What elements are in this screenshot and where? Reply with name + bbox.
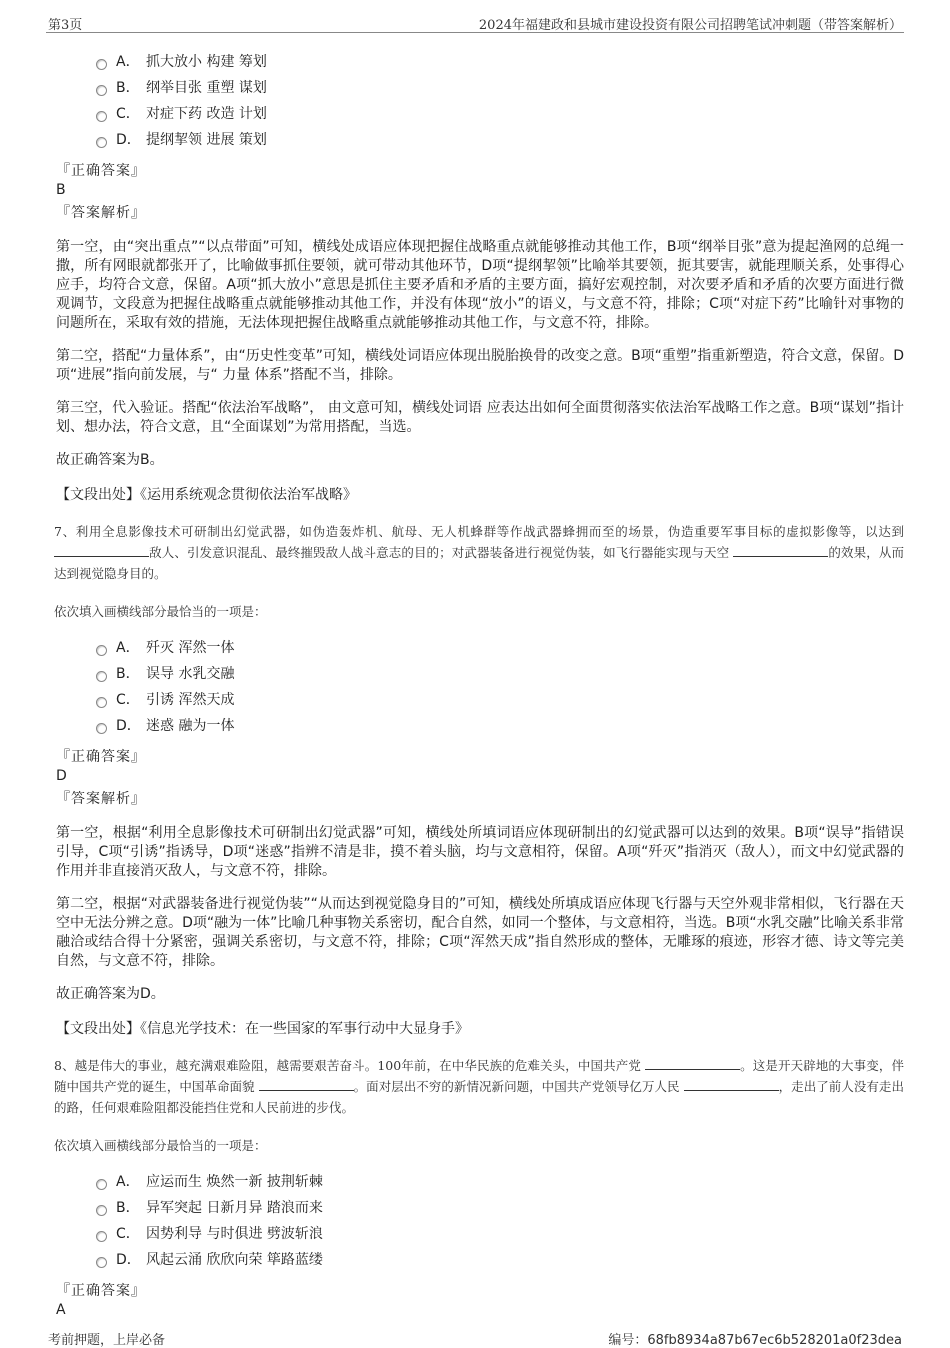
q6-analysis-1: 第一空，由“突出重点”“以点带面”可知，横线处成语应体现把握住战略重点就能够推动其他工作，B项“纲举目张”意为提起渔网的总绳一撒，所有网眼就都张开了，比喻做事抓住要领，就可带动其他环节，D项“提纲挈领”比喻举其要领，扼其要害，就能理顺关系，处事得心应手，均符合文意，保留。A项“抓大放小”意思是抓住主要矛盾和矛盾的主要方面，搞好宏观控制，对次要矛盾和矛盾的次要方面进行微观调节，文段意为把握住战略重点就能够推动其他工作，并没有体现“放小”的语义，与文意不符，排除；C项“对症下药”比喻针对事物的问题所在，采取有效的措施，无法体现把握住战略重点就能够推动其他工作，与文意不符，排除。: [56, 239, 904, 331]
q6-option-c[interactable]: C． 对症下药 改造 计划: [96, 100, 904, 126]
radio-icon[interactable]: [96, 723, 107, 734]
q6-source: 【文段出处】《运用系统观念贯彻依法治军战略》: [56, 487, 357, 503]
radio-icon[interactable]: [96, 1179, 107, 1190]
blank-line: [54, 544, 149, 557]
q6-analysis-3: 第三空，代入验证。搭配“依法治军战略”， 由文意可知，横线处词语 应表达出如何全面贯彻落实依法治军战略工作之意。B项“谋划”指计划、想办法，符合文意，且“全面谋划”为常用搭配，当选。: [56, 400, 904, 435]
q8-prompt: 依次填入画横线部分最恰当的一项是：: [54, 1138, 267, 1153]
radio-icon[interactable]: [96, 59, 107, 70]
q8-option-a[interactable]: A． 应运而生 焕然一新 披荆斩棘: [96, 1168, 904, 1194]
q6-conclusion: 故正确答案为B。: [56, 452, 164, 468]
q7-source: 【文段出处】《信息光学技术：在一些国家的军事行动中大显身手》: [56, 1021, 469, 1037]
radio-icon[interactable]: [96, 1257, 107, 1268]
radio-icon[interactable]: [96, 85, 107, 96]
q8-options: [96, 1168, 904, 1272]
q7-answer-label: 『正确答案』: [56, 749, 146, 765]
footer-serial: 编号：68fb8934a87b67ec6b528201a0f23dea: [608, 1333, 902, 1348]
q8-stem: 8、越是伟大的事业，越充满艰难险阻，越需要艰苦奋斗。100年前，在中华民族的危难关头，中国共产党 。这是开天辟地的大事变，伴随中国共产党的诞生，中国革命面貌 。面对层出不穷的新情况新问题，中国共产党领导亿万人民 ，走出了前人没有走出的路，任何艰难险阻都没能挡住党和人民前进的步伐。: [54, 1058, 904, 1115]
q7-analysis-label: 『答案解析』: [56, 791, 146, 807]
q7-conclusion: 故正确答案为D。: [56, 986, 165, 1002]
q6-answer-label: 『正确答案』: [56, 163, 146, 179]
radio-icon[interactable]: [96, 645, 107, 656]
q8-option-b[interactable]: B． 异军突起 日新月异 踏浪而来: [96, 1194, 904, 1220]
q6-option-b[interactable]: B． 纲举目张 重塑 谋划: [96, 74, 904, 100]
blank-line: [645, 1057, 740, 1070]
radio-icon[interactable]: [96, 1231, 107, 1242]
q6-analysis-label: 『答案解析』: [56, 205, 146, 221]
page-number: 第3页: [48, 18, 83, 33]
radio-icon[interactable]: [96, 697, 107, 708]
q6-analysis-2: 第二空，搭配“力量体系”，由“历史性变革”可知，横线处词语应体现出脱胎换骨的改变之意。B项“重塑”指重新塑造，符合文意，保留。D项“进展”指向前发展，与“ 力量 体系”搭配不当，排除。: [56, 348, 904, 383]
q6-option-d[interactable]: D． 提纲挈领 进展 策划: [96, 126, 904, 152]
q7-analysis-2: 第二空，根据“对武器装备进行视觉伪装”“从而达到视觉隐身目的”可知，横线处所填成语应体现飞行器与天空外观非常相似，飞行器在天空中无法分辨之意。D项“融为一体”比喻几种事物关系密切，配合自然，如同一个整体，与文意相符，当选。B项“水乳交融”比喻关系非常融洽或结合得十分紧密，强调关系密切，与文意不符，排除；C项“浑然天成”指自然形成的整体，无雕琢的痕迹，形容才德、诗文等完美自然，与文意不符，排除。: [56, 896, 904, 969]
q7-answer: D: [56, 768, 67, 784]
q7-options: [96, 634, 904, 738]
radio-icon[interactable]: [96, 137, 107, 148]
blank-line: [733, 544, 828, 557]
q7-prompt: 依次填入画横线部分最恰当的一项是：: [54, 604, 267, 619]
q8-answer-label: 『正确答案』: [56, 1283, 146, 1299]
q8-option-d[interactable]: D． 风起云涌 欣欣向荣 筚路蓝缕: [96, 1246, 904, 1272]
q8-option-c[interactable]: C． 因势利导 与时俱进 劈波斩浪: [96, 1220, 904, 1246]
radio-icon[interactable]: [96, 111, 107, 122]
q6-options: [96, 48, 904, 152]
page-header: [46, 10, 904, 33]
q7-option-a[interactable]: A． 歼灭 浑然一体: [96, 634, 904, 660]
radio-icon[interactable]: [96, 671, 107, 682]
q6-answer: B: [56, 182, 66, 198]
q7-option-b[interactable]: B． 误导 水乳交融: [96, 660, 904, 686]
q6-option-a[interactable]: A． 抓大放小 构建 筹划: [96, 48, 904, 74]
q8-answer: A: [56, 1302, 66, 1318]
blank-line: [259, 1078, 354, 1091]
q7-option-d[interactable]: D． 迷惑 融为一体: [96, 712, 904, 738]
page-content: [46, 44, 904, 1318]
q7-option-c[interactable]: C． 引诱 浑然天成: [96, 686, 904, 712]
footer-slogan: 考前押题，上岸必备: [48, 1333, 166, 1348]
document-title: 2024年福建政和县城市建设投资有限公司招聘笔试冲刺题（带答案解析）: [478, 18, 902, 33]
radio-icon[interactable]: [96, 1205, 107, 1216]
q7-stem: 7、利用全息影像技术可研制出幻觉武器，如伪造轰炸机、航母、无人机蜂群等作战武器蜂拥而至的场景，伪造重要军事目标的虚拟影像等，以达到 敌人、引发意识混乱、最终摧毁敌人战斗意志的目的；对武器装备进行视觉伪装，如飞行器能实现与天空 的效果，从而达到视觉隐身目的。: [54, 524, 904, 581]
blank-line: [684, 1078, 779, 1091]
q7-analysis-1: 第一空，根据“利用全息影像技术可研制出幻觉武器”可知，横线处所填词语应体现研制出的幻觉武器可以达到的效果。B项“误导”指错误引导，C项“引诱”指诱导，D项“迷惑”指辨不清是非，摸不着头脑，均与文意相符，保留。A项“歼灭”指消灭（敌人），而文中幻觉武器的作用并非直接消灭敌人，与文意不符，排除。: [56, 825, 904, 879]
